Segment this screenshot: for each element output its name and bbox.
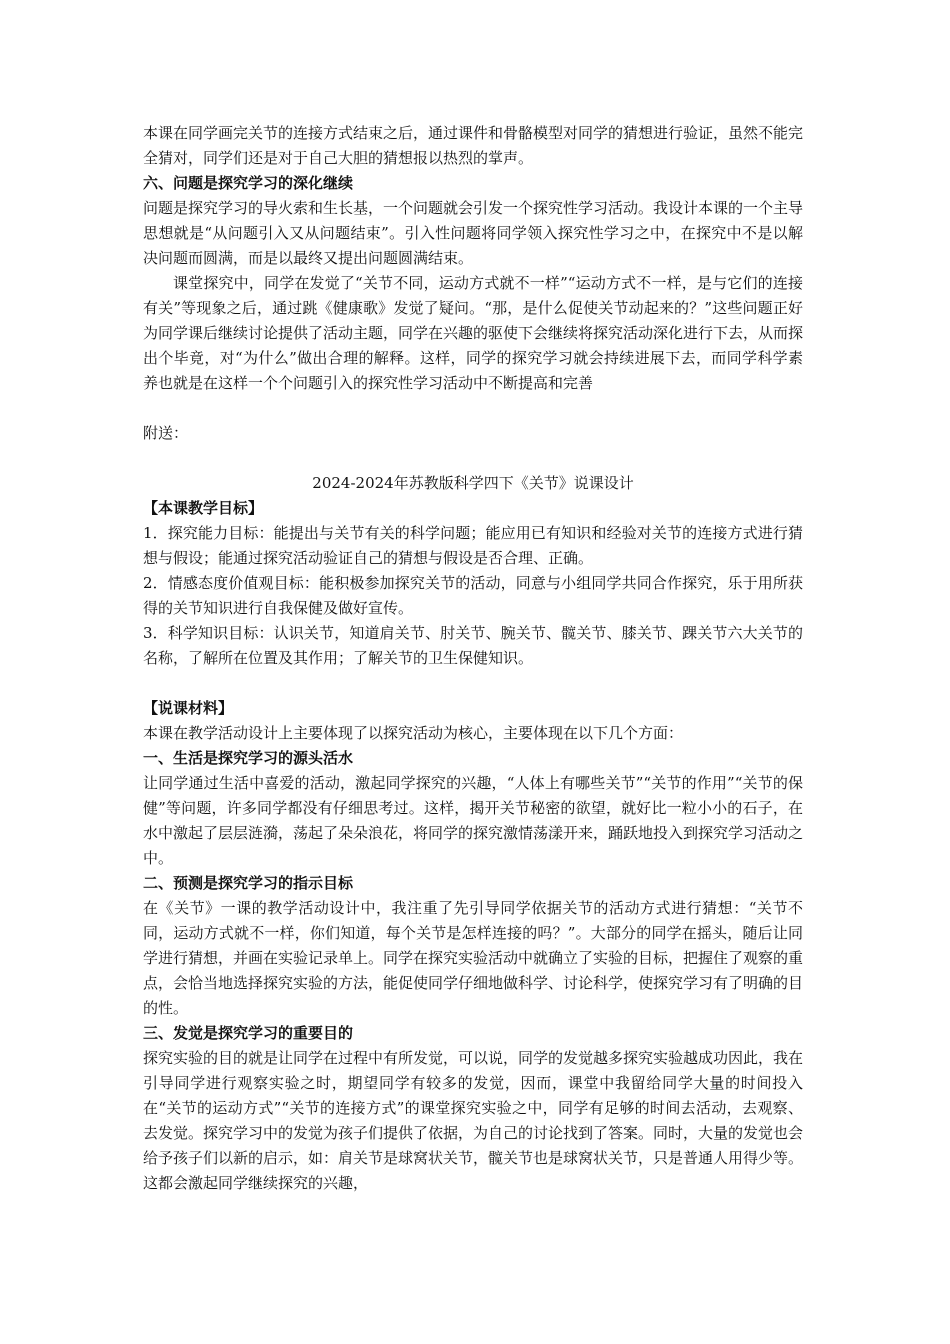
section-six-paragraph-1: 问题是探究学习的导火索和生长基，一个问题就会引发一个探究性学习活动。我设计本课的一个主导思想就是“从问题引入又从问题结束”。引入性问题将同学领入探究性学习之中，在探究中不是以解决问题而圆满，而是以最终又提出问题圆满结束。 xyxy=(143,199,804,267)
section-heading-three: 三、发觉是探究学习的重要目的 xyxy=(143,1024,354,1042)
section-heading-two: 二、预测是探究学习的指示目标 xyxy=(143,874,354,892)
document-page xyxy=(143,121,803,1196)
blank-line xyxy=(143,396,803,421)
section-heading-one: 一、生活是探究学习的源头活水 xyxy=(143,749,354,767)
attachment-label: 附送： xyxy=(143,424,189,442)
section-six-paragraph-2: 课堂探究中，同学在发觉了“关节不同，运动方式就不一样”“运动方式不一样，是与它们的连接有关”等现象之后，通过跳《健康歌》发觉了疑问。“那，是什么促使关节动起来的？”这些问题正好为同学课后继续讨论提供了活动主题，同学在兴趣的驱使下会继续将探究活动深化进行下去，从而探出个毕竟，对“为什么”做出合理的解释。这样，同学的探究学习就会持续进展下去，而同学科学素养也就是在这样一个个问题引入的探究性学习活动中不断提高和完善 xyxy=(143,274,804,392)
goal-item-3: 3．科学知识目标：认识关节，知道肩关节、肘关节、腕关节、髋关节、膝关节、踝关节六大关节的名称，了解所在位置及其作用；了解关节的卫生保健知识。 xyxy=(143,624,803,667)
section-heading-six: 六、问题是探究学习的深化继续 xyxy=(143,174,354,192)
intro-paragraph: 本课在同学画完关节的连接方式结束之后，通过课件和骨骼模型对同学的猜想进行验证，虽然不能完全猜对，同学们还是对于自己大胆的猜想报以热烈的掌声。 xyxy=(143,124,804,167)
materials-heading: 【说课材料】 xyxy=(143,699,234,717)
section-three-paragraph: 探究实验的目的就是让同学在过程中有所发觉，可以说，同学的发觉越多探究实验越成功因此，我在引导同学进行观察实验之时，期望同学有较多的发觉，因而，课堂中我留给同学大量的时间投入在“关节的运动方式”“关节的连接方式”的课堂探究实验之中，同学有足够的时间去活动，去观察、去发觉。探究学习中的发觉为孩子们提供了依据，为自己的讨论找到了答案。同时，大量的发觉也会给予孩子们以新的启示，如：肩关节是球窝状关节，髋关节也是球窝状关节，只是普通人用得少等。这都会激起同学继续探究的兴趣， xyxy=(143,1049,804,1192)
section-one-paragraph: 让同学通过生活中喜爱的活动，激起同学探究的兴趣，“人体上有哪些关节”“关节的作用”“关节的保健”等问题，许多同学都没有仔细思考过。这样，揭开关节秘密的欲望，就好比一粒小小的石子，在水中激起了层层涟漪，荡起了朵朵浪花，将同学的探究激情荡漾开来，踊跃地投入到探究学习活动之中。 xyxy=(143,774,804,867)
section-two-paragraph: 在《关节》一课的教学活动设计中，我注重了先引导同学依据关节的活动方式进行猜想：“关节不同，运动方式就不一样，你们知道，每个关节是怎样连接的吗？”。大部分的同学在摇头，随后让同学进行猜想，并画在实验记录单上。同学在探究实验活动中就确立了实验的目标，把握住了观察的重点，会恰当地选择探究实验的方法，能促使同学仔细地做科学、讨论科学，使探究学习有了明确的目的性。 xyxy=(143,899,804,1017)
blank-line xyxy=(143,446,803,471)
document-title: 2024-2024年苏教版科学四下《关节》说课设计 xyxy=(312,474,634,492)
goal-item-1: 1．探究能力目标：能提出与关节有关的科学问题；能应用已有知识和经验对关节的连接方式进行猜想与假设；能通过探究活动验证自己的猜想与假设是否合理、正确。 xyxy=(143,524,803,567)
materials-paragraph: 本课在教学活动设计上主要体现了以探究活动为核心，主要体现在以下几个方面： xyxy=(143,724,684,742)
goal-item-2: 2．情感态度价值观目标：能积极参加探究关节的活动，同意与小组同学共同合作探究，乐于用所获得的关节知识进行自我保健及做好宣传。 xyxy=(143,574,803,617)
goals-heading: 【本课教学目标】 xyxy=(143,499,264,517)
blank-line xyxy=(143,671,803,696)
